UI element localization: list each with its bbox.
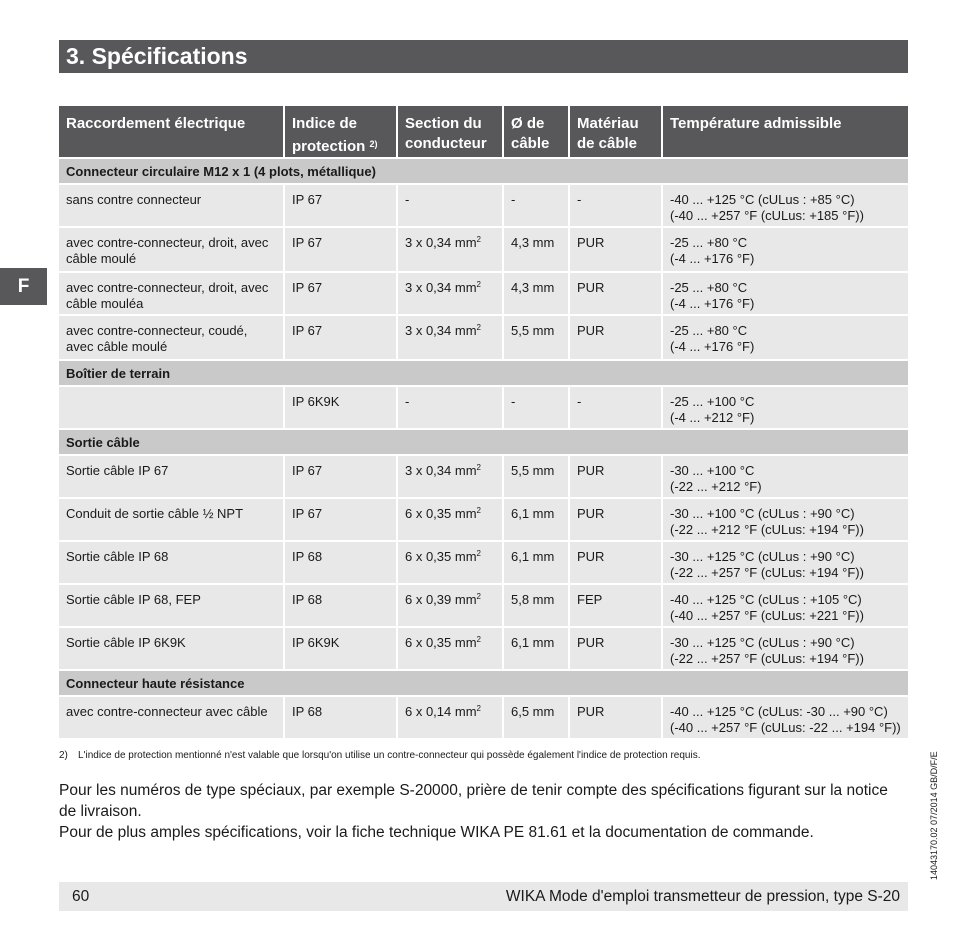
table-body	[59, 159, 908, 740]
cell-ip: IP 68	[285, 585, 398, 628]
section-row	[59, 361, 908, 387]
cell-ip: IP 67	[285, 273, 398, 316]
table-header	[59, 106, 908, 159]
cell-mat: PUR	[570, 316, 663, 361]
cell-section-value: 3 x 0,34 mm	[405, 463, 477, 478]
cell-diam: -	[504, 185, 570, 228]
cell-mat: PUR	[570, 228, 663, 273]
temp-fahrenheit: (-4 ... +176 °F)	[670, 339, 755, 354]
cell-conn: sans contre connecteur	[59, 185, 285, 228]
cell-mat: -	[570, 185, 663, 228]
column-header	[570, 106, 663, 159]
temp-celsius: -30 ... +125 °C (cULus : +90 °C)	[670, 635, 855, 650]
cell-conn: Sortie câble IP 68, FEP	[59, 585, 285, 628]
column-header	[59, 106, 285, 159]
column-header	[504, 106, 570, 159]
column-header	[663, 106, 908, 159]
cell-conn: avec contre-connecteur, coudé, avec câble moulé	[59, 316, 285, 361]
cell-conn	[59, 387, 285, 430]
unit-exponent: 2	[476, 235, 481, 244]
temp-celsius: -25 ... +80 °C	[670, 323, 748, 338]
footnote-marker: 2)	[369, 139, 378, 149]
cell-sect	[398, 316, 504, 361]
section-row	[59, 159, 908, 185]
unit-exponent: 2	[476, 463, 481, 472]
page-title: 3. Spécifications	[59, 40, 908, 73]
temp-fahrenheit: (-22 ... +257 °F (cULus: +194 °F))	[670, 651, 864, 666]
cell-sect	[398, 499, 504, 542]
table-row	[59, 456, 908, 499]
document-code: 14043170.02 07/2014 GB/D/F/E	[929, 751, 939, 880]
table-row	[59, 697, 908, 740]
temp-celsius: -25 ... +100 °C	[670, 394, 755, 409]
temp-fahrenheit: (-40 ... +257 °F (cULus: +221 °F))	[670, 608, 864, 623]
cell-diam: 6,1 mm	[504, 499, 570, 542]
section-title: Connecteur circulaire M12 x 1 (4 plots, métallique)	[59, 159, 908, 185]
cell-sect	[398, 542, 504, 585]
cell-section-value: 6 x 0,35 mm	[405, 549, 477, 564]
cell-diam: 6,1 mm	[504, 628, 570, 671]
section-row	[59, 671, 908, 697]
table-row	[59, 228, 908, 273]
temp-celsius: -40 ... +125 °C (cULus: -30 ... +90 °C)	[670, 704, 888, 719]
cell-temp	[663, 228, 908, 273]
cell-temp	[663, 628, 908, 671]
column-header-label: Section du conducteur	[405, 115, 487, 152]
table-row	[59, 628, 908, 671]
cell-section-value: -	[405, 394, 410, 409]
cell-conn: avec contre-connecteur avec câble	[59, 697, 285, 740]
cell-temp	[663, 456, 908, 499]
cell-diam: 4,3 mm	[504, 273, 570, 316]
footnote-text: L'indice de protection mentionné n'est valable que lorsqu'on utilise un contre-connecteur qui possède également l'indice de protection requis.	[78, 750, 701, 761]
temp-fahrenheit: (-22 ... +212 °F (cULus: +194 °F))	[670, 522, 864, 537]
temp-fahrenheit: (-22 ... +212 °F)	[670, 479, 762, 494]
cell-sect	[398, 628, 504, 671]
section-title: Boîtier de terrain	[59, 361, 908, 387]
cell-ip: IP 6K9K	[285, 628, 398, 671]
cell-temp	[663, 499, 908, 542]
cell-diam: -	[504, 387, 570, 430]
cell-ip: IP 67	[285, 499, 398, 542]
paragraph-special-types: Pour les numéros de type spéciaux, par exemple S-20000, prière de tenir compte des spécifications figurant sur la notice de livraison.	[59, 782, 888, 820]
cell-mat: PUR	[570, 697, 663, 740]
cell-sect	[398, 697, 504, 740]
specifications-table	[59, 106, 908, 740]
page-number: 60	[72, 888, 90, 905]
cell-mat: -	[570, 387, 663, 430]
table-row	[59, 542, 908, 585]
cell-mat: FEP	[570, 585, 663, 628]
column-header-label: Ø de câble	[511, 115, 550, 152]
cell-section-value: -	[405, 192, 410, 207]
temp-celsius: -30 ... +125 °C (cULus : +90 °C)	[670, 549, 855, 564]
cell-conn: avec contre-connecteur, droit, avec câble moulé	[59, 228, 285, 273]
cell-temp	[663, 273, 908, 316]
temp-fahrenheit: (-40 ... +257 °F (cULus: +185 °F))	[670, 208, 864, 223]
cell-diam: 5,8 mm	[504, 585, 570, 628]
temp-celsius: -30 ... +100 °C (cULus : +90 °C)	[670, 506, 855, 521]
cell-mat: PUR	[570, 628, 663, 671]
cell-mat: PUR	[570, 456, 663, 499]
column-header-label: Matériau de câble	[577, 115, 639, 152]
unit-exponent: 2	[476, 280, 481, 289]
language-tab: F	[0, 268, 47, 305]
header-row	[59, 106, 908, 159]
table-row	[59, 185, 908, 228]
temp-celsius: -30 ... +100 °C	[670, 463, 755, 478]
table-row	[59, 273, 908, 316]
column-header	[398, 106, 504, 159]
cell-ip: IP 68	[285, 542, 398, 585]
cell-sect	[398, 585, 504, 628]
cell-diam: 6,1 mm	[504, 542, 570, 585]
unit-exponent: 2	[476, 635, 481, 644]
section-title: Connecteur haute résistance	[59, 671, 908, 697]
cell-section-value: 6 x 0,14 mm	[405, 704, 477, 719]
unit-exponent: 2	[476, 704, 481, 713]
cell-temp	[663, 387, 908, 430]
table-row	[59, 316, 908, 361]
column-header	[285, 106, 398, 159]
temp-fahrenheit: (-4 ... +176 °F)	[670, 251, 755, 266]
cell-conn: Sortie câble IP 6K9K	[59, 628, 285, 671]
unit-exponent: 2	[476, 506, 481, 515]
cell-ip: IP 6K9K	[285, 387, 398, 430]
cell-sect	[398, 273, 504, 316]
page-footer	[59, 882, 908, 911]
footnote	[59, 750, 700, 761]
cell-conn: avec contre-connecteur, droit, avec câble mouléa	[59, 273, 285, 316]
cell-sect	[398, 185, 504, 228]
cell-temp	[663, 542, 908, 585]
cell-section-value: 3 x 0,34 mm	[405, 235, 477, 250]
cell-ip: IP 67	[285, 316, 398, 361]
cell-mat: PUR	[570, 499, 663, 542]
temp-fahrenheit: (-4 ... +212 °F)	[670, 410, 755, 425]
temp-celsius: -40 ... +125 °C (cULus : +85 °C)	[670, 192, 855, 207]
cell-conn: Sortie câble IP 68	[59, 542, 285, 585]
cell-ip: IP 67	[285, 228, 398, 273]
temp-celsius: -40 ... +125 °C (cULus : +105 °C)	[670, 592, 862, 607]
cell-section-value: 3 x 0,34 mm	[405, 323, 477, 338]
table-row	[59, 387, 908, 430]
cell-ip: IP 68	[285, 697, 398, 740]
cell-section-value: 6 x 0,39 mm	[405, 592, 477, 607]
unit-exponent: 2	[476, 592, 481, 601]
temp-fahrenheit: (-40 ... +257 °F (cULus: -22 ... +194 °F))	[670, 720, 901, 735]
cell-ip: IP 67	[285, 185, 398, 228]
cell-temp	[663, 316, 908, 361]
column-header-label: Indice de protection	[292, 115, 366, 155]
temp-celsius: -25 ... +80 °C	[670, 280, 748, 295]
table-row	[59, 585, 908, 628]
unit-exponent: 2	[476, 549, 481, 558]
paragraph-more-specs: Pour de plus amples spécifications, voir la fiche technique WIKA PE 81.61 et la documentation de commande.	[59, 824, 814, 841]
unit-exponent: 2	[476, 323, 481, 332]
cell-ip: IP 67	[285, 456, 398, 499]
cell-temp	[663, 697, 908, 740]
cell-mat: PUR	[570, 273, 663, 316]
cell-diam: 5,5 mm	[504, 316, 570, 361]
cell-conn: Sortie câble IP 67	[59, 456, 285, 499]
cell-diam: 4,3 mm	[504, 228, 570, 273]
section-title: Sortie câble	[59, 430, 908, 456]
cell-mat: PUR	[570, 542, 663, 585]
footer-text: WIKA Mode d'emploi transmetteur de pression, type S-20	[505, 888, 900, 905]
cell-diam: 5,5 mm	[504, 456, 570, 499]
table-row	[59, 499, 908, 542]
column-header-label: Température admissible	[670, 115, 842, 132]
cell-sect	[398, 456, 504, 499]
section-row	[59, 430, 908, 456]
temp-fahrenheit: (-4 ... +176 °F)	[670, 296, 755, 311]
cell-temp	[663, 585, 908, 628]
cell-diam: 6,5 mm	[504, 697, 570, 740]
cell-conn: Conduit de sortie câble ½ NPT	[59, 499, 285, 542]
cell-section-value: 6 x 0,35 mm	[405, 635, 477, 650]
temp-celsius: -25 ... +80 °C	[670, 235, 748, 250]
cell-section-value: 6 x 0,35 mm	[405, 506, 477, 521]
temp-fahrenheit: (-22 ... +257 °F (cULus: +194 °F))	[670, 565, 864, 580]
column-header-label: Raccordement électrique	[66, 115, 246, 132]
cell-temp	[663, 185, 908, 228]
cell-sect	[398, 387, 504, 430]
cell-sect	[398, 228, 504, 273]
cell-section-value: 3 x 0,34 mm	[405, 280, 477, 295]
footnote-number: 2)	[59, 750, 68, 761]
